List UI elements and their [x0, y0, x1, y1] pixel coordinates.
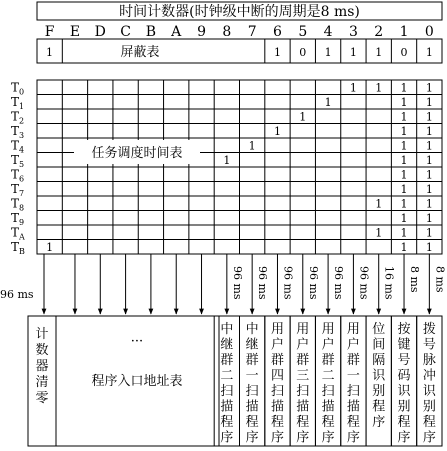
- schedule-mark: 1: [400, 81, 408, 95]
- program-char: 描: [270, 399, 284, 415]
- counter-clear-char: 数: [35, 343, 49, 358]
- schedule-mark: 1: [425, 183, 433, 196]
- row-label: T: [11, 109, 20, 124]
- program-char: 键: [397, 337, 411, 353]
- schedule-mark: 1: [400, 125, 408, 138]
- program-char: 群: [270, 353, 284, 368]
- program-char: 户: [321, 337, 335, 353]
- program-char: 位: [372, 322, 386, 337]
- schedule-mark: 1: [400, 168, 408, 182]
- row-label: T: [11, 167, 20, 182]
- program-char: 序: [346, 430, 360, 446]
- counter-clear-char: 器: [35, 359, 49, 374]
- row-label-subscript: 4: [19, 145, 25, 155]
- program-char: 扫: [270, 384, 284, 399]
- program-char: 隔: [372, 353, 386, 368]
- program-char: 用: [270, 322, 284, 337]
- program-char: 用: [321, 322, 335, 337]
- program-char: 群: [220, 353, 234, 368]
- program-char: 程: [296, 415, 310, 430]
- mask-bit-value: 0: [299, 46, 307, 59]
- program-char: 扫: [296, 384, 310, 399]
- program-char: 用: [346, 322, 360, 337]
- program-char: 识: [422, 384, 436, 399]
- bit-label: A: [171, 24, 182, 40]
- program-char: 三: [296, 368, 310, 384]
- row-label-subscript: B: [19, 247, 25, 256]
- program-char: 按: [397, 322, 411, 337]
- row-label-subscript: A: [19, 232, 25, 242]
- schedule-mark: 1: [375, 81, 383, 95]
- counter-clear-char: 清: [35, 375, 49, 390]
- mask-bit-value: 1: [349, 46, 357, 59]
- program-char: 序: [397, 430, 411, 446]
- row-label-subscript: 6: [19, 174, 25, 184]
- program-char: 扫: [321, 384, 335, 399]
- row-label: T: [11, 153, 20, 167]
- row-label: T: [11, 138, 20, 153]
- bit-label: 0: [424, 24, 434, 40]
- program-char: 序: [270, 430, 284, 446]
- period-left-label: 96 ms: [0, 288, 34, 301]
- schedule-mark: 1: [400, 110, 408, 124]
- bit-label: 5: [298, 24, 308, 40]
- bit-label: 9: [197, 24, 206, 40]
- bit-label: 3: [348, 24, 358, 40]
- row-label-subscript: 5: [19, 160, 25, 169]
- mask-bit-value: 1: [273, 46, 281, 59]
- program-char: 户: [346, 337, 360, 353]
- period-label: 96 ms: [332, 266, 346, 300]
- period-label: 16 ms: [382, 266, 396, 300]
- row-label: T: [11, 211, 20, 225]
- program-char: 用: [296, 322, 310, 337]
- program-char: 群: [321, 353, 335, 368]
- period-label: 8 ms: [408, 266, 422, 293]
- program-char: 描: [220, 399, 234, 415]
- schedule-mark: 1: [425, 125, 433, 138]
- program-char: 序: [372, 415, 386, 430]
- period-labels: [231, 266, 447, 300]
- counter-title: 时间计数器(时钟级中断的周期是8 ms): [119, 4, 360, 20]
- schedule-mark: 1: [425, 96, 433, 109]
- schedule-mark: 1: [375, 226, 383, 240]
- program-char: 中: [245, 322, 259, 337]
- program-char: 描: [245, 399, 259, 415]
- mask-dividers: [62, 39, 416, 63]
- row-label: T: [11, 95, 20, 109]
- program-char: 一: [245, 368, 259, 384]
- schedule-mark: 1: [425, 241, 433, 254]
- schedule-mark: 1: [349, 81, 357, 95]
- mask-values: [274, 46, 433, 59]
- period-label: 8 ms: [433, 266, 447, 293]
- program-char: 群: [296, 353, 310, 368]
- program-char: 户: [296, 337, 310, 353]
- period-label: 96 ms: [256, 266, 270, 300]
- program-char: 冲: [422, 368, 436, 384]
- schedule-mark: 1: [425, 154, 433, 167]
- program-char: 序: [245, 430, 259, 446]
- program-char: 程: [245, 415, 259, 430]
- program-char: 序: [422, 430, 436, 446]
- schedule-mark: 1: [324, 96, 332, 109]
- program-char: 识: [372, 368, 386, 384]
- program-char: 群: [245, 353, 259, 368]
- schedule-mark: 1: [400, 212, 408, 225]
- row-label-subscript: 8: [19, 203, 25, 213]
- program-char: 号: [422, 337, 436, 353]
- program-char: 拨: [422, 322, 436, 337]
- schedule-mark: 1: [248, 139, 256, 153]
- period-label: 96 ms: [357, 266, 371, 300]
- program-char: 二: [321, 368, 335, 384]
- schedule-mark: 1: [223, 154, 231, 167]
- schedule-mark: 1: [400, 139, 408, 153]
- schedule-mark: 1: [425, 139, 433, 153]
- program-char: 群: [346, 353, 360, 368]
- period-label: 96 ms: [306, 266, 320, 300]
- counter-clear-char: 零: [35, 391, 49, 406]
- bit-label: 7: [247, 24, 257, 40]
- row-label: T: [11, 124, 20, 138]
- program-char: 识: [397, 384, 411, 399]
- program-char: 描: [321, 399, 335, 415]
- entry-table-label: 程序入口地址表: [91, 374, 183, 389]
- row-label: T: [11, 225, 20, 240]
- schedule-label: 任务调度时间表: [91, 146, 183, 161]
- program-char: 二: [220, 368, 234, 384]
- program-char: 脉: [422, 353, 436, 368]
- program-char: 码: [397, 368, 411, 384]
- program-char: 程: [270, 415, 284, 430]
- mask-bit-value: 1: [425, 46, 433, 59]
- period-label: 96 ms: [281, 266, 295, 300]
- bit-label: 6: [273, 24, 282, 40]
- period-label: 96 ms: [230, 266, 244, 300]
- program-char: 扫: [245, 384, 259, 399]
- program-char: 描: [346, 399, 360, 415]
- program-char: 序: [296, 430, 310, 446]
- program-char: 中: [220, 322, 234, 337]
- schedule-mark: 1: [425, 168, 433, 182]
- program-char: 描: [296, 399, 310, 415]
- bit-label: E: [69, 24, 81, 40]
- entry-dots: ···: [130, 334, 144, 349]
- program-char: 别: [422, 399, 436, 415]
- schedule-mark: 1: [425, 212, 433, 225]
- program-char: 四: [270, 368, 284, 384]
- bit-label: C: [120, 24, 131, 40]
- bit-label: B: [145, 24, 157, 40]
- row-label-subscript: 9: [19, 218, 25, 227]
- program-char: 别: [397, 399, 411, 415]
- mask-bit-value: 1: [324, 46, 332, 59]
- program-char: 扫: [220, 384, 234, 399]
- schedule-mark: 1: [299, 110, 307, 124]
- program-char: 程: [372, 399, 386, 415]
- row-label: T: [11, 182, 20, 196]
- bit-label: 1: [399, 24, 409, 40]
- mask-left-value: 1: [46, 46, 53, 59]
- schedule-mark: 1: [46, 241, 54, 254]
- program-char: 程: [422, 415, 436, 430]
- mask-bit-value: 1: [375, 46, 383, 59]
- bit-label: 8: [222, 24, 232, 40]
- program-char: 序: [220, 430, 234, 446]
- program-char: 程: [397, 415, 411, 430]
- schedule-mark: 1: [375, 197, 383, 211]
- bit-label: 2: [374, 24, 384, 40]
- program-char: 继: [245, 337, 259, 353]
- row-label: T: [11, 196, 20, 211]
- row-label-subscript: 1: [19, 102, 25, 111]
- program-char: 序: [321, 430, 335, 446]
- program-boxes: [214, 316, 442, 446]
- schedule-mark: 1: [273, 125, 281, 138]
- counter-clear-char: 计: [35, 327, 49, 342]
- schedule-mark: 1: [400, 226, 408, 240]
- row-label-subscript: 0: [19, 87, 25, 97]
- mask-label: 屏蔽表: [120, 45, 160, 60]
- schedule-mark: 1: [400, 154, 408, 167]
- program-char: 间: [372, 337, 386, 353]
- bit-label: 4: [323, 24, 333, 40]
- program-char: 程: [321, 415, 335, 430]
- program-char: 号: [397, 353, 411, 368]
- schedule-mark: 1: [400, 183, 408, 196]
- program-char: 一: [346, 368, 360, 384]
- bit-label: F: [44, 24, 55, 40]
- program-char: 程: [220, 415, 234, 430]
- row-label: T: [11, 240, 20, 254]
- schedule-mark: 1: [425, 81, 433, 95]
- schedule-mark: 1: [425, 197, 433, 211]
- schedule-mark: 1: [400, 96, 408, 109]
- program-char: 户: [270, 337, 284, 353]
- row-label-subscript: 3: [19, 131, 25, 140]
- bit-label: D: [94, 24, 106, 40]
- program-char: 继: [220, 337, 234, 353]
- program-char: 别: [372, 384, 386, 399]
- row-label: T: [11, 80, 20, 95]
- schedule-mark: 1: [400, 197, 408, 211]
- program-char: 扫: [346, 384, 360, 399]
- mask-bit-value: 0: [400, 46, 408, 59]
- schedule-mark: 1: [425, 226, 433, 240]
- row-label-subscript: 2: [19, 116, 25, 126]
- program-char: 程: [346, 415, 360, 430]
- row-labels: [11, 81, 25, 257]
- counter-clear-text: [35, 326, 48, 406]
- schedule-mark: 1: [400, 241, 408, 254]
- schedule-mark: 1: [425, 110, 433, 124]
- row-label-subscript: 7: [19, 189, 25, 198]
- bit-labels: [45, 24, 434, 40]
